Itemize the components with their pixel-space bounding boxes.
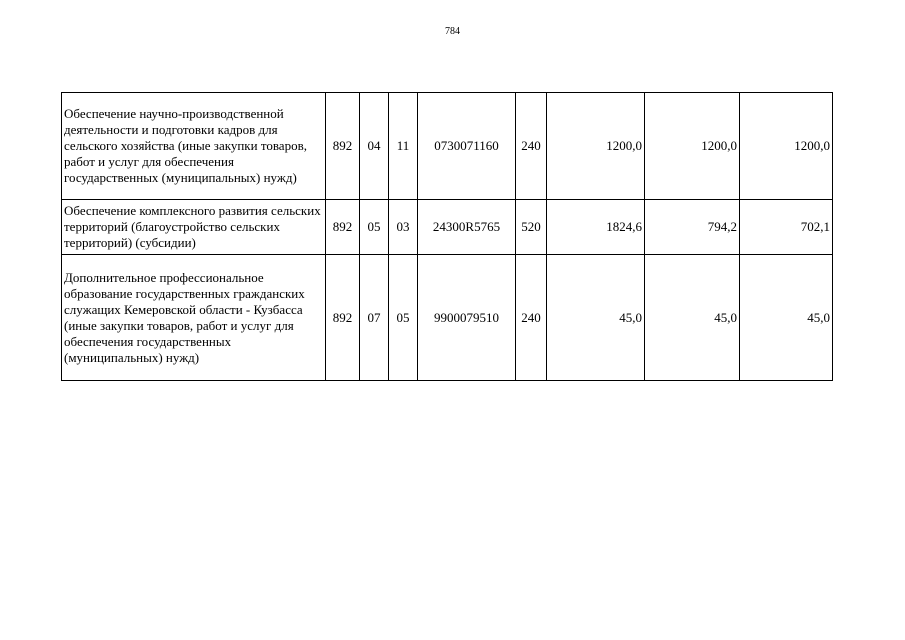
amount-1-cell: 45,0 <box>547 255 645 381</box>
budget-table <box>61 92 833 381</box>
amount-1-cell: 1200,0 <box>547 93 645 200</box>
expense-name-cell: Обеспечение комплексного развития сельских территорий (благоустройство сельских территорий) (субсидии) <box>62 200 326 255</box>
subsection-code-cell: 03 <box>389 200 418 255</box>
target-article-cell: 24300R5765 <box>418 200 516 255</box>
subsection-code-cell: 05 <box>389 255 418 381</box>
expense-name-cell: Дополнительное профессиональное образование государственных гражданских служащих Кемеровской области - Кузбасса (иные закупки товаров, работ и услуг для обеспечения государственных (муниципальных) нужд) <box>62 255 326 381</box>
ministry-code-cell: 892 <box>326 200 360 255</box>
amount-2-cell: 1200,0 <box>645 93 740 200</box>
amount-2-cell: 794,2 <box>645 200 740 255</box>
amount-3-cell: 1200,0 <box>740 93 833 200</box>
section-code-cell: 07 <box>360 255 389 381</box>
table-row <box>62 93 833 200</box>
table-row <box>62 255 833 381</box>
table-row <box>62 200 833 255</box>
expense-name-cell: Обеспечение научно-производственной деятельности и подготовки кадров для сельского хозяйства (иные закупки товаров, работ и услуг для обеспечения государственных (муниципальных) нужд) <box>62 93 326 200</box>
section-code-cell: 04 <box>360 93 389 200</box>
expense-type-cell: 240 <box>516 255 547 381</box>
expense-type-cell: 520 <box>516 200 547 255</box>
ministry-code-cell: 892 <box>326 255 360 381</box>
page-number: 784 <box>445 26 460 37</box>
target-article-cell: 9900079510 <box>418 255 516 381</box>
amount-1-cell: 1824,6 <box>547 200 645 255</box>
target-article-cell: 0730071160 <box>418 93 516 200</box>
amount-3-cell: 702,1 <box>740 200 833 255</box>
subsection-code-cell: 11 <box>389 93 418 200</box>
amount-2-cell: 45,0 <box>645 255 740 381</box>
expense-type-cell: 240 <box>516 93 547 200</box>
ministry-code-cell: 892 <box>326 93 360 200</box>
section-code-cell: 05 <box>360 200 389 255</box>
amount-3-cell: 45,0 <box>740 255 833 381</box>
